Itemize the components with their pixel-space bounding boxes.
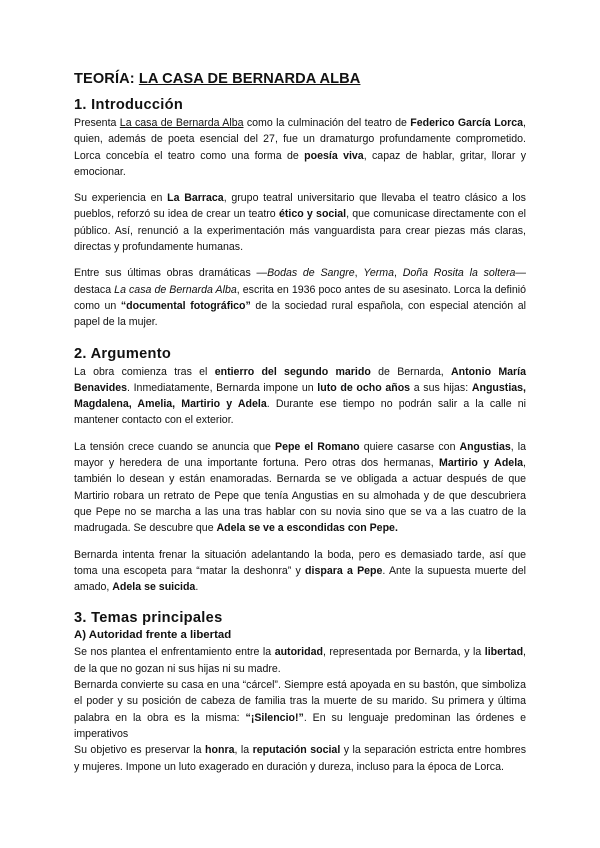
- section-heading-introduccion: 1. Introducción: [74, 97, 184, 113]
- paragraph-argumento-2: La tensión crece cuando se anuncia que Pepe el Romano quiere casarse con Angustias, la mayor y heredera de una importante fortuna. Pero otras dos hermanas, Martirio y Adela, también lo desean y están enamoradas. Bernarda se ve obligada a actuar después de que Martirio robara un retrato de Pepe que tenía Angustias en su almohada y de que descubriera que Pepe no se marcha a las una tras hablar con su novia sino que se va a las cuatro de la madrugada. Se descubre que Adela se ve a escondidas con Pepe.: [74, 440, 526, 535]
- paragraph-argumento-3: Bernarda intenta frenar la situación adelantando la boda, pero es demasiado tarde, así que toma una escopeta para “matar la deshonra” y dispara a Pepe. Ante la supuesta muerte del amado, Adela se suicida.: [74, 548, 526, 594]
- section-heading-temas: 3. Temas principales: [74, 610, 223, 627]
- subheading-autoridad: A) Autoridad frente a libertad: [74, 629, 232, 642]
- title-prefix: TEORÍA:: [74, 71, 139, 87]
- paragraph-intro-1: Presenta La casa de Bernarda Alba como la culminación del teatro de Federico García Lorca, quien, además de poeta esencial del 27, fue un dramaturgo profundamente comprometido. Lorca concebía el teatro como una forma de poesía viva, capaz de hablar, gritar, llorar y emocionar.: [74, 117, 526, 178]
- paragraph-argumento-1: La obra comienza tras el entierro del segundo marido de Bernarda, Antonio María Benavides. Inmediatamente, Bernarda impone un luto de ocho años a sus hijas: Angustias, Magdalena, Amelia, Martirio y Adela. Durante ese tiempo no podrán salir a la calle ni mantener contacto con el exterior.: [74, 365, 527, 427]
- paragraph-temas-3: Su objetivo es preservar la honra, la reputación social y la separación estricta entre hombres y mujeres. Impone un luto exagerado en duración y dureza, incluso para la época de Lorca.: [74, 744, 526, 773]
- title-work: LA CASA DE BERNARDA ALBA: [138, 71, 361, 87]
- paragraph-intro-2: Su experiencia en La Barraca, grupo teatral universitario que llevaba el teatro clásico a los pueblos, reforzó su idea de crear un teatro ético y social, que comunicase directamente con el público. Así, renunció a la experimentación más vanguardista para crear piezas más claras, directas y profundamente humanas.: [74, 192, 526, 254]
- section-heading-argumento: 2. Argumento: [74, 345, 172, 362]
- paragraph-intro-3: Entre sus últimas obras dramáticas —Bodas de Sangre, Yerma, Doña Rosita la soltera— destaca La casa de Bernarda Alba, escrita en 1936 poco antes de su asesinato. Lorca la definió como un “documental fotográfico” de la sociedad rural española, con especial atención al papel de la mujer.: [74, 267, 526, 329]
- paragraph-temas-1: Se nos plantea el enfrentamiento entre la autoridad, representada por Bernarda, y la libertad, de la que no gozan ni sus hijas ni su madre.: [74, 646, 526, 675]
- page-title: [74, 70, 526, 88]
- paragraph-temas-2: Bernarda convierte su casa en una “cárcel”. Siempre está apoyada en su bastón, que simboliza el poder y su posición de cabeza de familia tras la muerte de su marido. Su primera y última palabra en la obra es la misma: “¡Silencio!”. En su lenguaje predominan las órdenes e imperativos: [74, 679, 527, 740]
